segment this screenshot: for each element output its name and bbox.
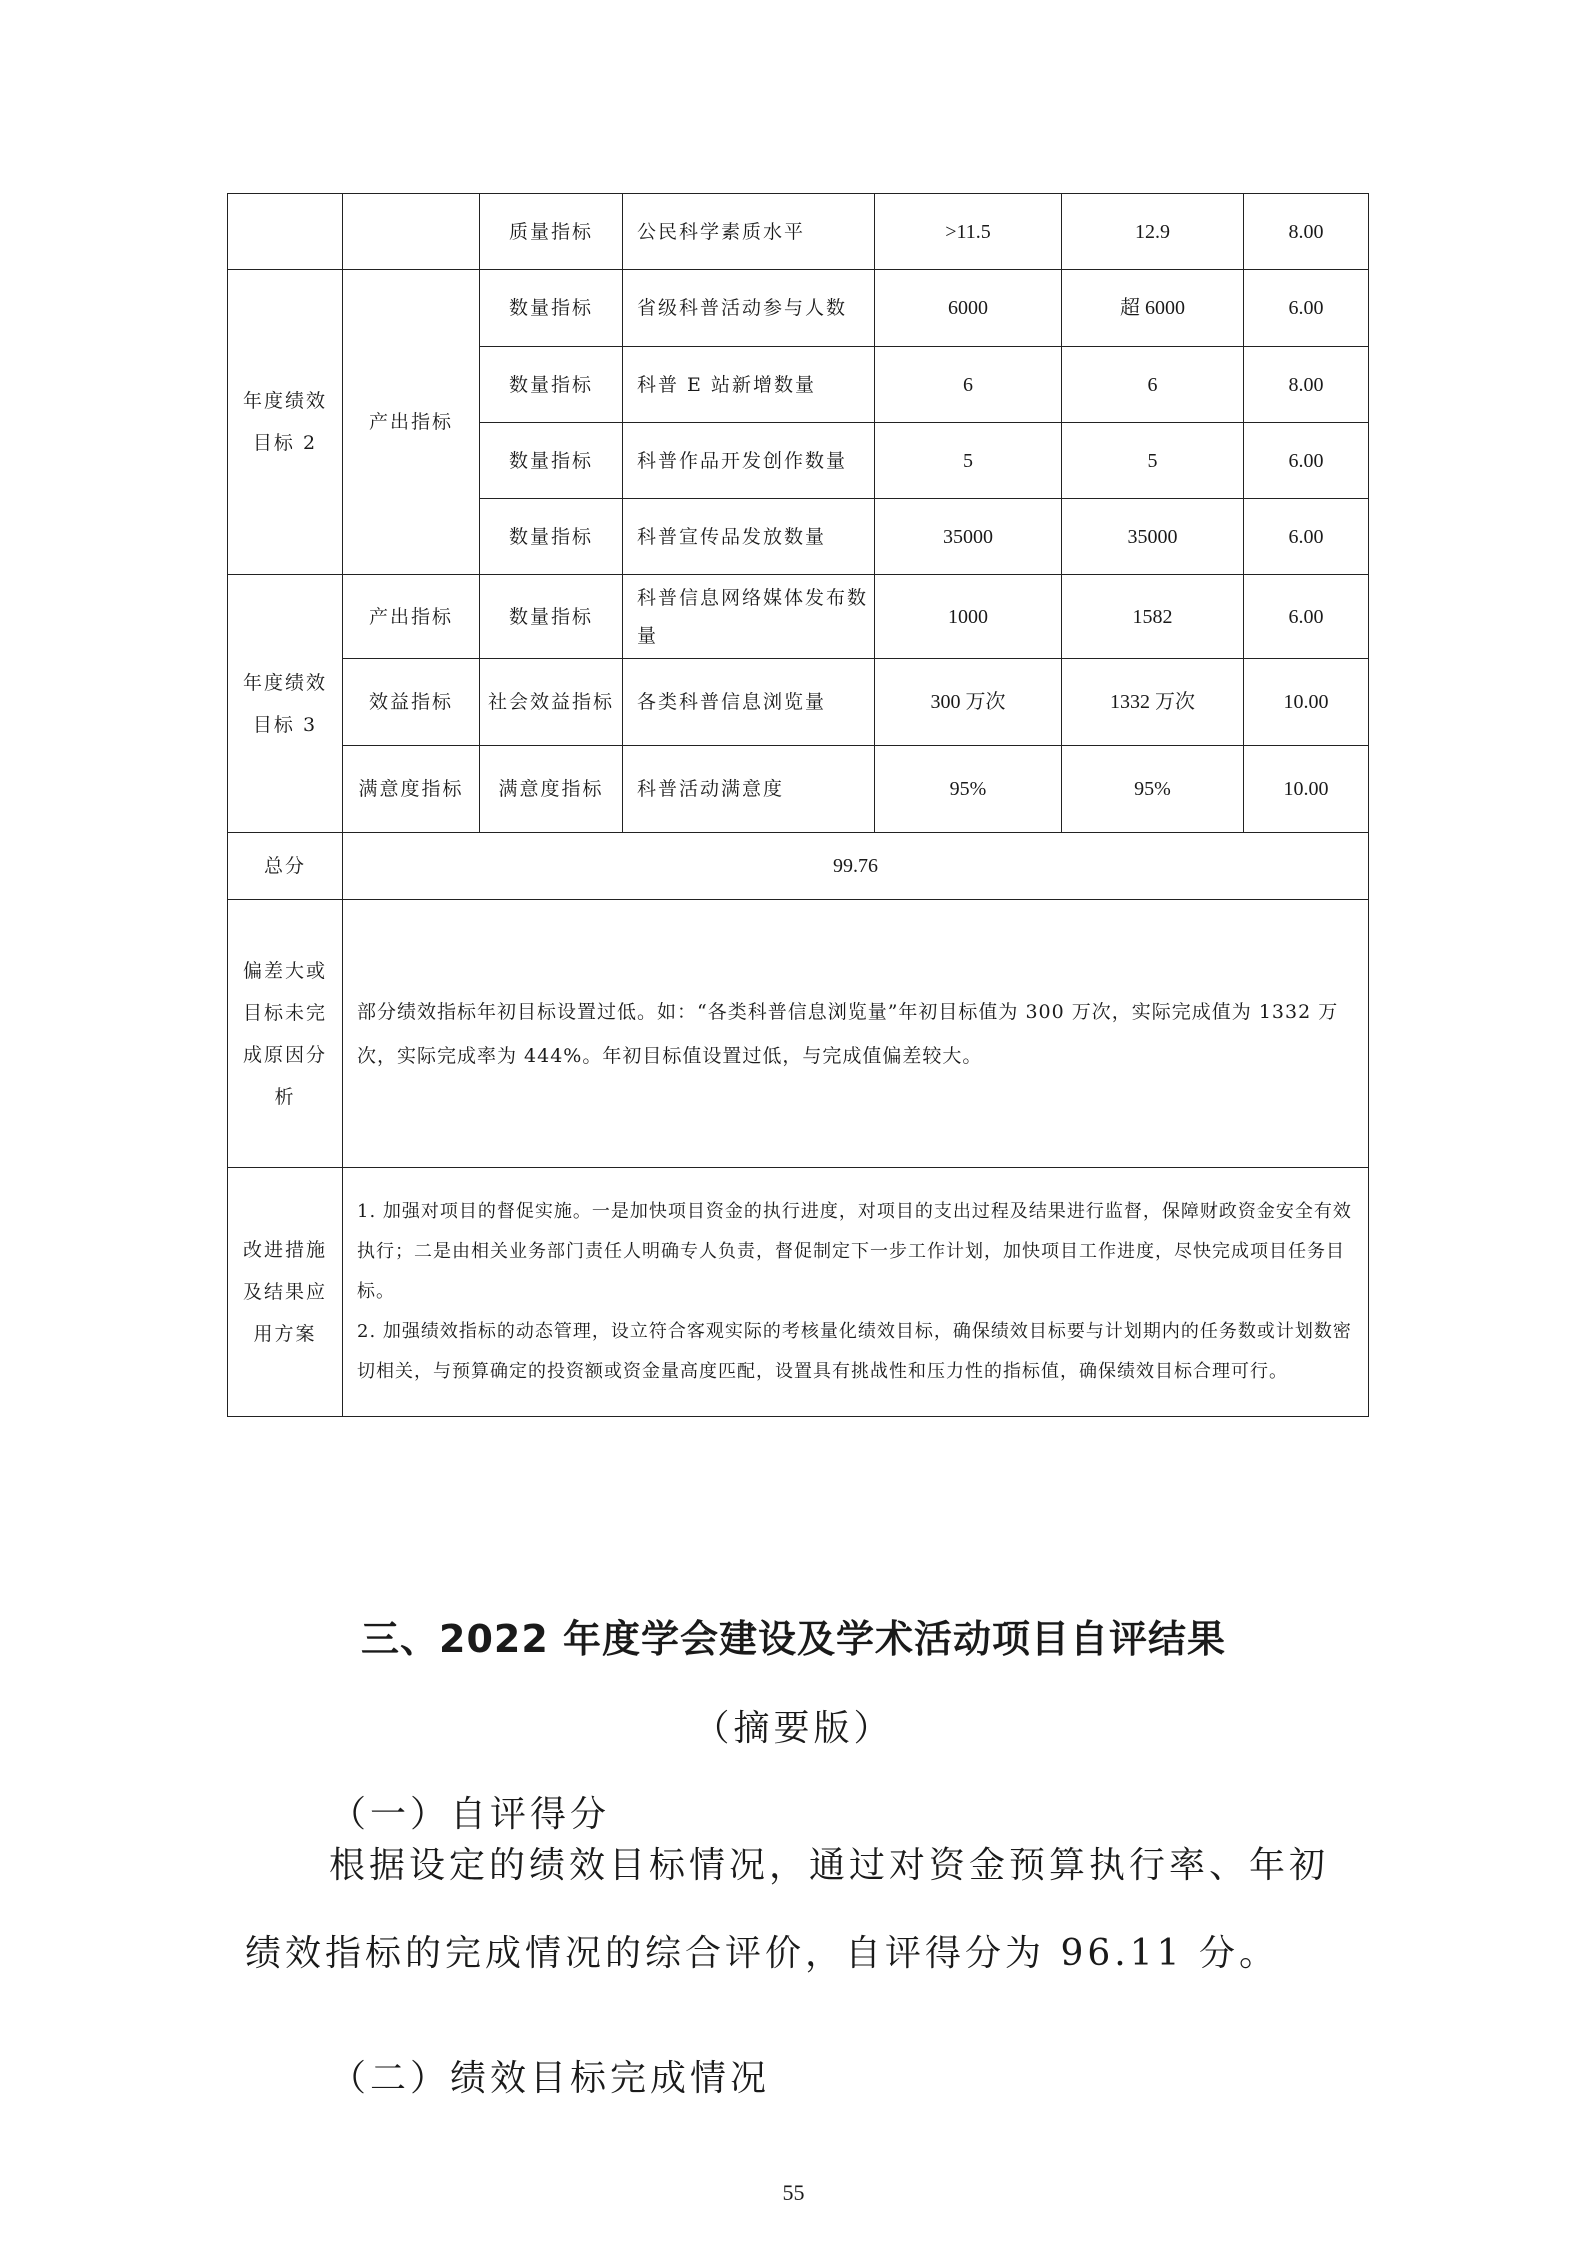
actual-cell: 35000	[1062, 499, 1244, 575]
category-cell: 产出指标	[343, 270, 480, 575]
performance-table	[227, 193, 1369, 1417]
table-row	[228, 659, 1369, 746]
target-cell: 35000	[875, 499, 1062, 575]
improvement-label-cell: 改进措施及结果应用方案	[228, 1168, 343, 1417]
metric-type-cell: 数量指标	[480, 270, 623, 347]
actual-cell: 1332 万次	[1062, 659, 1244, 746]
metric-type-cell: 社会效益指标	[480, 659, 623, 746]
table-row	[228, 1168, 1369, 1417]
table-row	[228, 746, 1369, 833]
metric-cell: 科普宣传品发放数量	[623, 499, 875, 575]
improvement-item-2: 2. 加强绩效指标的动态管理，设立符合客观实际的考核量化绩效目标，确保绩效目标要与计划期内的任务数或计划数密切相关，与预算确定的投资额或资金量高度匹配，设置具有挑战性和压力性的指标值，确保绩效目标合理可行。	[357, 1321, 1352, 1382]
subsection-heading-1: （一）自评得分	[330, 1794, 611, 1835]
target-cell: 95%	[875, 746, 1062, 833]
target-cell: 300 万次	[875, 659, 1062, 746]
table-row	[228, 900, 1369, 1168]
metric-cell: 各类科普信息浏览量	[623, 659, 875, 746]
score-cell: 6.00	[1244, 423, 1369, 499]
table-row	[228, 575, 1369, 659]
metric-type-cell: 满意度指标	[480, 746, 623, 833]
table-row	[228, 194, 1369, 270]
score-cell: 8.00	[1244, 194, 1369, 270]
target-cell: 6	[875, 347, 1062, 423]
target-cell: >11.5	[875, 194, 1062, 270]
actual-cell: 6	[1062, 347, 1244, 423]
table-row	[228, 270, 1369, 347]
total-value-cell: 99.76	[343, 833, 1369, 900]
metric-type-cell: 数量指标	[480, 423, 623, 499]
actual-cell: 12.9	[1062, 194, 1244, 270]
improvement-text-cell	[343, 1168, 1369, 1417]
metric-type-cell: 数量指标	[480, 347, 623, 423]
table-row	[228, 833, 1369, 900]
actual-cell: 5	[1062, 423, 1244, 499]
actual-cell: 1582	[1062, 575, 1244, 659]
category-cell: 满意度指标	[343, 746, 480, 833]
category-cell: 效益指标	[343, 659, 480, 746]
score-cell: 10.00	[1244, 659, 1369, 746]
metric-cell: 科普活动满意度	[623, 746, 875, 833]
category-cell: 产出指标	[343, 575, 480, 659]
score-cell: 6.00	[1244, 575, 1369, 659]
page-number: 55	[782, 2180, 805, 2205]
metric-type-cell: 数量指标	[480, 499, 623, 575]
metric-cell: 科普 E 站新增数量	[623, 347, 875, 423]
metric-cell: 科普信息网络媒体发布数量	[623, 575, 875, 659]
target-cell: 6000	[875, 270, 1062, 347]
target-cell: 1000	[875, 575, 1062, 659]
table-cell	[228, 194, 343, 270]
metric-type-cell: 数量指标	[480, 575, 623, 659]
target-cell: 5	[875, 423, 1062, 499]
body-paragraph: 根据设定的绩效目标情况，通过对资金预算执行率、年初绩效指标的完成情况的综合评价，自评得分为 96.11 分。	[245, 1845, 1330, 1974]
goal-label-cell: 年度绩效目标 2	[228, 270, 343, 575]
score-cell: 6.00	[1244, 270, 1369, 347]
total-label-cell: 总分	[228, 833, 343, 900]
deviation-label-cell: 偏差大或目标未完成原因分析	[228, 900, 343, 1168]
metric-cell: 公民科学素质水平	[623, 194, 875, 270]
actual-cell: 95%	[1062, 746, 1244, 833]
metric-cell: 省级科普活动参与人数	[623, 270, 875, 347]
score-cell: 8.00	[1244, 347, 1369, 423]
score-cell: 6.00	[1244, 499, 1369, 575]
goal-label-cell: 年度绩效目标 3	[228, 575, 343, 833]
table-cell	[343, 194, 480, 270]
section-subtitle: （摘要版）	[693, 1708, 894, 1749]
actual-cell: 超 6000	[1062, 270, 1244, 347]
deviation-text-cell: 部分绩效指标年初目标设置过低。如：“各类科普信息浏览量”年初目标值为 300 万次，实际完成值为 1332 万次，实际完成率为 444%。年初目标值设置过低，与完成值偏差较大。	[343, 900, 1369, 1168]
score-cell: 10.00	[1244, 746, 1369, 833]
section-title: 三、2022 年度学会建设及学术活动项目自评结果	[361, 1617, 1226, 1661]
subsection-heading-2: （二）绩效目标完成情况	[330, 2058, 771, 2099]
metric-cell: 科普作品开发创作数量	[623, 423, 875, 499]
improvement-item-1: 1. 加强对项目的督促实施。一是加快项目资金的执行进度，对项目的支出过程及结果进行监督，保障财政资金安全有效执行；二是由相关业务部门责任人明确专人负责，督促制定下一步工作计划，加快项目工作进度，尽快完成项目任务目标。	[357, 1201, 1352, 1302]
metric-type-cell: 质量指标	[480, 194, 623, 270]
